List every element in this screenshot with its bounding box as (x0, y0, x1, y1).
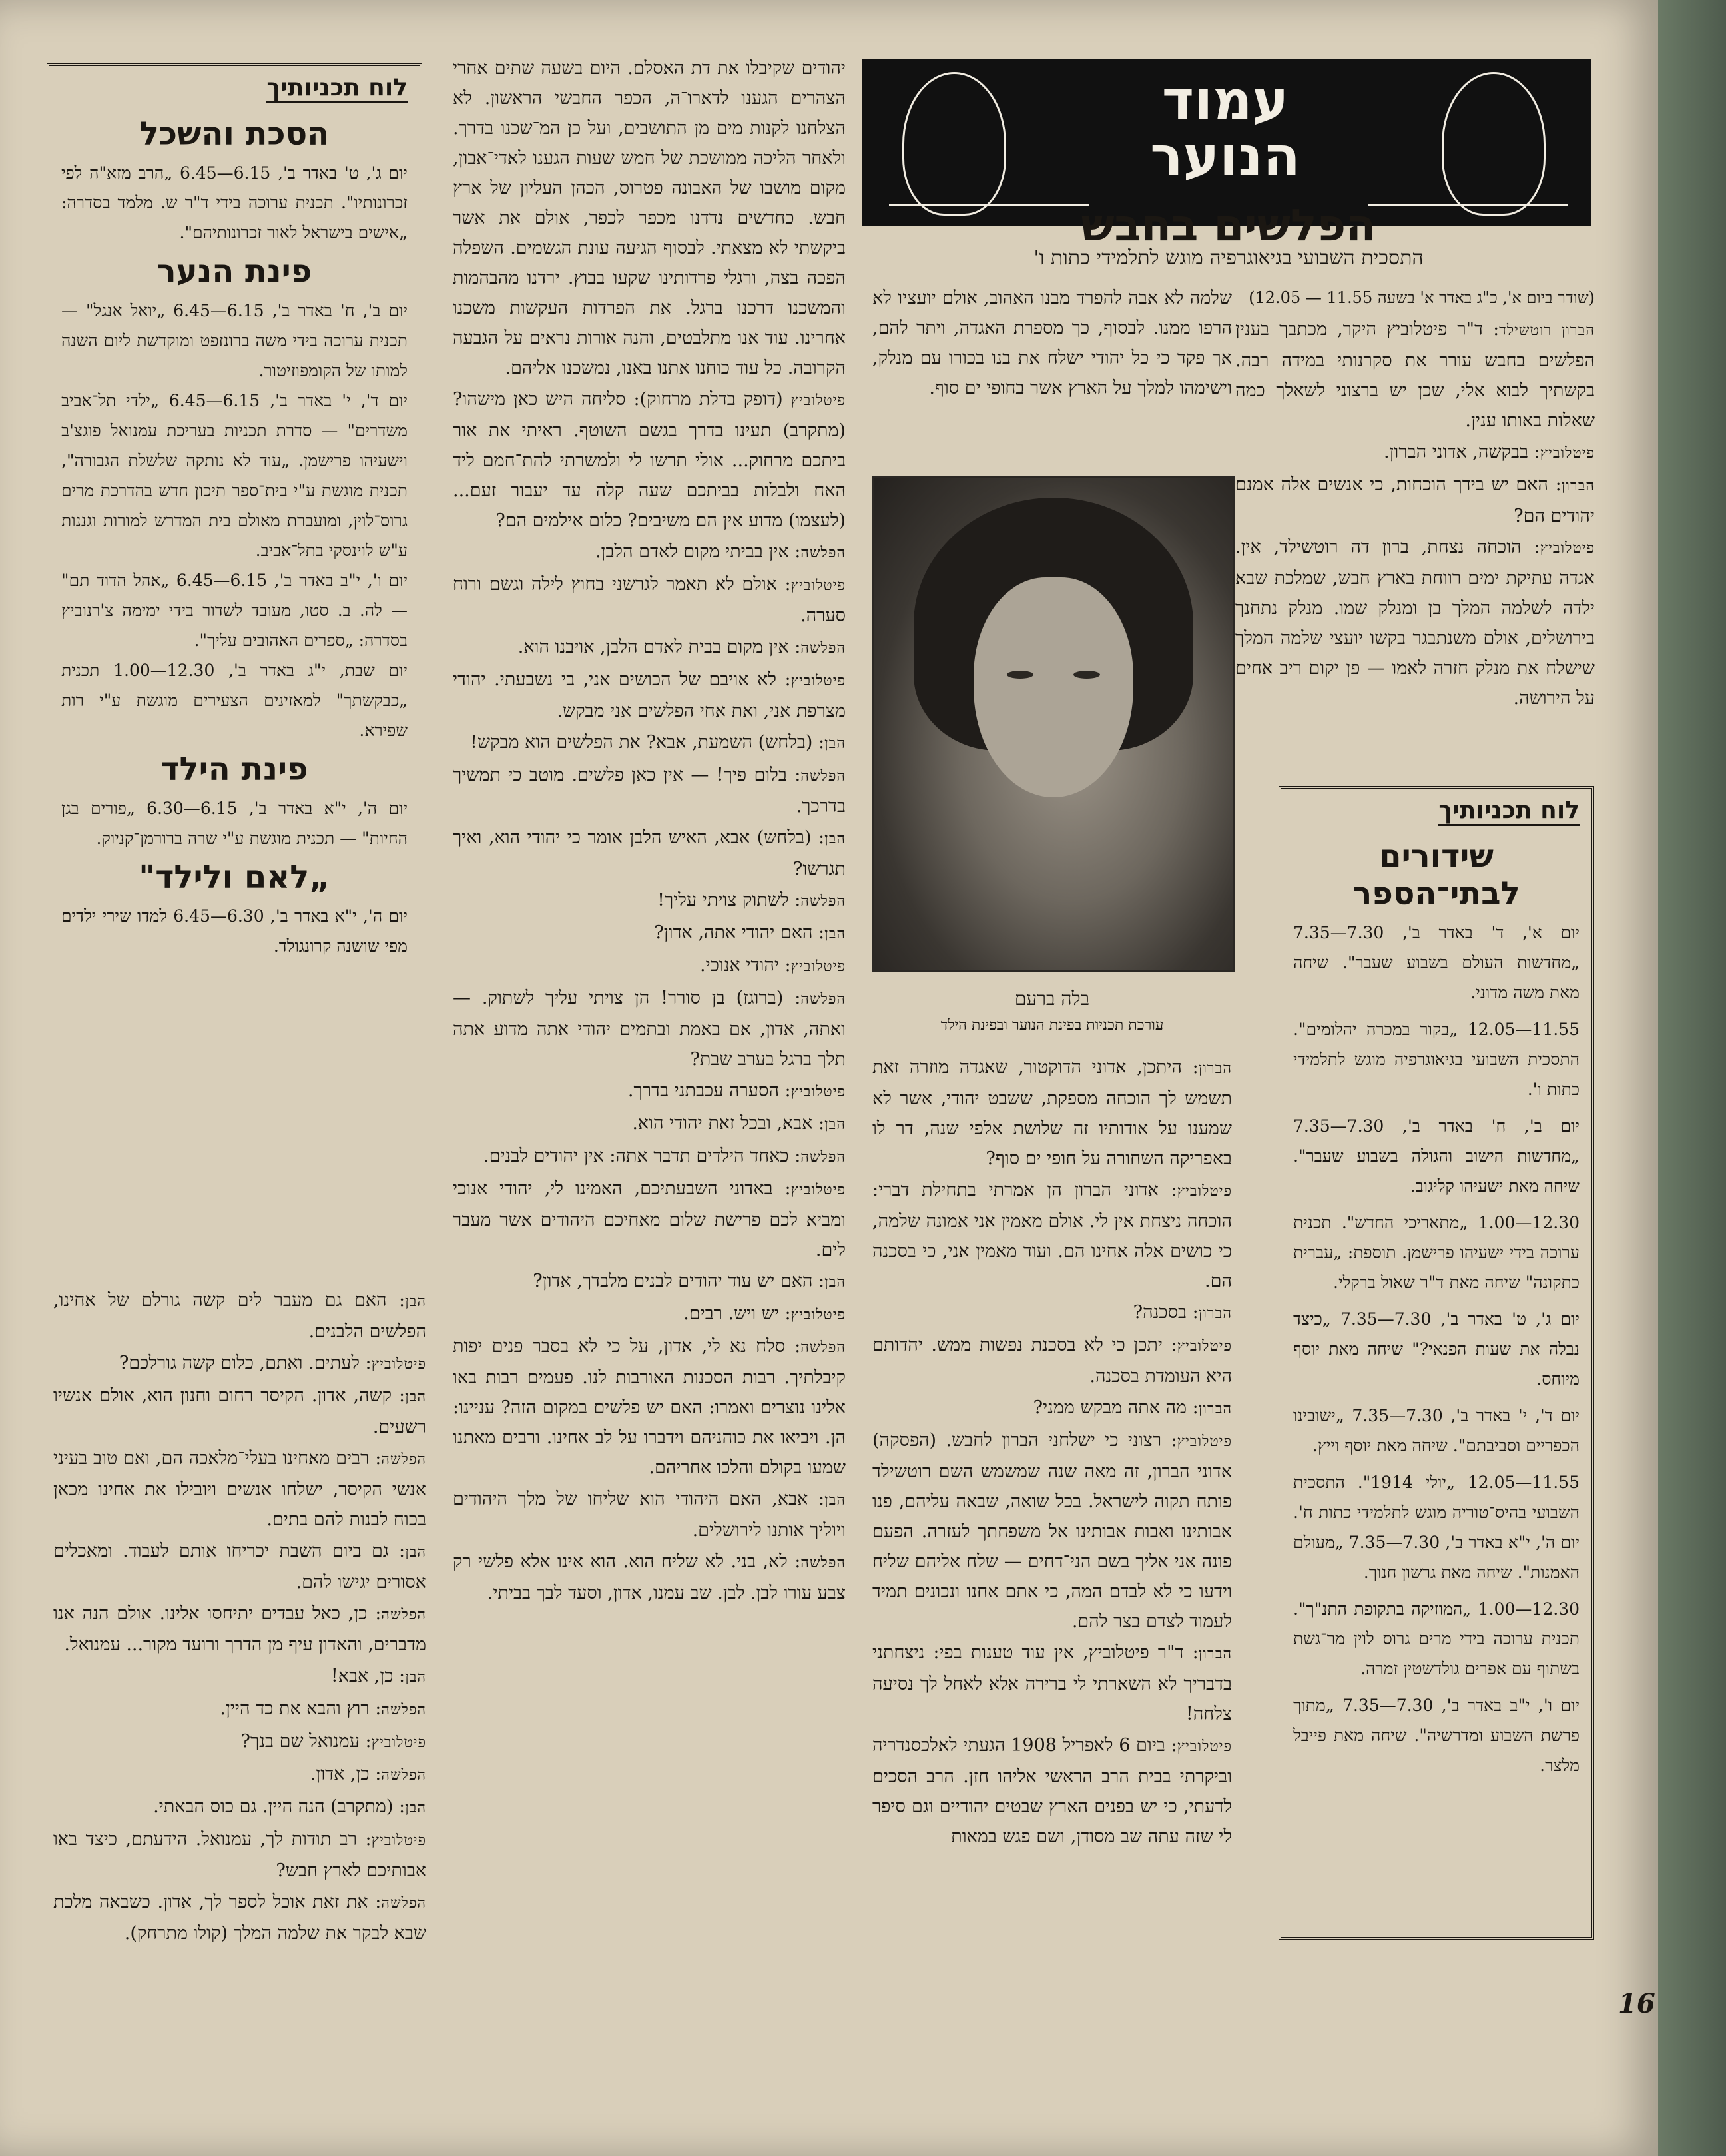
speaker-label: הפלשה (800, 545, 846, 561)
box-heading: שידורים לבתי־הספר (1352, 838, 1520, 912)
dialogue-line (453, 53, 846, 383)
dialogue-text: : האם יש עוד יהודים לבנים מלבדך, אדון? (533, 1271, 825, 1291)
dialogue-text: : מה אתה מבקש ממני? (1033, 1397, 1199, 1418)
speaker-label: פיטלוביץ (371, 1356, 426, 1373)
speaker-label: הפלשה (800, 640, 846, 657)
schedule-item: יום ד', י' באדר ב', 7.30—7.35 „ישובינו הכפריים וסביבתם". שיחה מאת יוסף וייץ. (1293, 1406, 1580, 1455)
dialogue-text: : אבא, ובכל זאת יהודי הוא. (632, 1113, 825, 1134)
dialogue-text: : גם ביום השבת יכריחו אותם לעבוד. ומאכלים אסורים יגישו להם. (53, 1541, 426, 1593)
speaker-label: הבן (824, 831, 846, 847)
dialogue-text: : הסערה עכבתני בדרך. (627, 1080, 791, 1101)
speaker-label: הפלשה (381, 1702, 426, 1718)
speaker-label: פיטלוביץ (371, 1734, 426, 1751)
caption-role: עורכת תכניות בפינת הנוער ובפינת הילד (940, 1017, 1164, 1034)
dialogue-line (453, 665, 846, 726)
speaker-label: הבן (405, 1293, 426, 1310)
article-column-right (1235, 283, 1595, 715)
speaker-label: הבן (405, 1669, 426, 1686)
dialogue-text: : בלום פיך! — אין כאן פלשים. מוטב כי תמשיך בדרכך. (453, 765, 846, 817)
dialogue-line (872, 1297, 1232, 1329)
section-title: עמוד הנוער (1150, 69, 1300, 188)
paragraph: שלמה לא אבה להפרד מבנו האהוב, אולם יועציו לא הרפו ממנו. לבסוף, כך מספרת האגדה, ויתר להם, אך פקד כי כל יהודי ישלח את בנו בכורו עם מנלק, וישימהו למלך על הארץ אשר בחופי ים סוף. (872, 288, 1232, 398)
schedule-item: 11.55—12.05 „יולי 1914". התסכית השבועי בהיס־טוריה מוגש לתלמידי כתות ח'. יום ה', י"א באדר ב', 7.30—7.35 „מעולם האמנות". שיחה מאת גרשון חנוך. (1293, 1473, 1580, 1582)
schedule-item: יום ו', י"ב באדר ב', 6.15—6.45 „אהל הדוד תם" — לה. ב. סטו, מעובד לשדור בידי ימימה צ'רנוביץ בסדרה: „ספרים האהובים עליך". (61, 571, 408, 650)
schedule-item: יום ג', ט' באדר ב', 6.15—6.45 „הרב מזא"ה לפי זכרונותיו". תכנית ערוכה בידי ד"ר ש. מלמד בסדרה: „אישים בישראל לאור זכרונותיהם". (61, 163, 408, 242)
dialogue-text: : את זאת אוכל לספר לך, אדון. כשבאה מלכת שבא לבקר את שלמה המלך (קולו מתרחק). (53, 1892, 426, 1944)
article-subhead: התסכית השבועי בגיאוגרפיה מוגש לתלמידי כתות ו' (1033, 246, 1424, 270)
speaker-label: הפלשה (800, 768, 846, 785)
dialogue-line (453, 983, 846, 1074)
dialogue-text: : באדוני השבעתיכם, האמינו לי, יהודי אנוכי ומביא לכם פרישת שלום מאחיכם היהודים אשר מעבר לים. (453, 1178, 846, 1260)
dialogue-text: : יש ויש. רבים. (683, 1303, 791, 1324)
speaker-label: הברון רוטשילד (1499, 322, 1595, 339)
dialogue-line (453, 918, 846, 949)
dialogue-line (453, 1266, 846, 1297)
dialogue-text: : לעתים. ואתם, כלום קשה גורלכם? (119, 1353, 372, 1373)
speaker-label: הפלשה (800, 893, 846, 910)
schedule-item: יום ו', י"ב באדר ב', 7.30—7.35 „מתוך פרשת השבוע ומדרשיה". שיחה מאת פייבל מלצר. (1293, 1696, 1580, 1775)
dialogue-line (453, 1331, 846, 1483)
dialogue-line (453, 760, 846, 821)
dialogue-line (872, 1638, 1232, 1729)
speaker-label: פיטלוביץ (1177, 1738, 1232, 1755)
speaker-label: הבן (824, 926, 846, 942)
dialogue-text: : כן, אבא! (330, 1666, 406, 1686)
dialogue-text: : ביום 6 לאפריל 1908 הגעתי לאלכסנדריה וביקרתי בבית הרב הראשי אליהו חזן. הרב הסכים לדעתי, כי יש בפנים הארץ שבטים יהודיים וגם סיפר לי שזה עתה שב מסודן, ושם פגש במאות (872, 1735, 1232, 1847)
dialogue-line (53, 1661, 426, 1692)
dialogue-text: : ד"ר פיטלוביץ, אין עוד טענות בפי: ניצחתני בדבריך לא השארתי לי ברירה אלא לאחל לך נסיעה צלחה! (872, 1642, 1232, 1724)
dialogue-line (1235, 470, 1595, 531)
schedule-item: יום ה', י"א באדר ב', 6.15—6.30 „פורים בגן החיות" — תכנית מוגשת ע"י שרה ברורמן־קניוק. (61, 799, 408, 848)
dialogue-text: : רבים מאחינו בעלי־מלאכה הם, ואם טוב בעיני אנשי הקיסר, ישלחו אנשים ויובילו את אחינו מכאן בכוח לבנות להם בתים. (53, 1448, 426, 1530)
dialogue-line (1235, 437, 1595, 468)
dialogue-line (453, 569, 846, 631)
dialogue-text: : האם גם מעבר לים קשה גורלם של אחינו, הפלשים הלבנים. (53, 1290, 426, 1342)
dialogue-text: יהודים שקיבלו את דת האסלם. היום בשעה שתים אחרי הצהרים הגענו לדארו־ה, הכפר החבשי הראשון. לא הצלחנו לקנות מים מן התושבים, ועל כן המ־שכנו בדרך. ולאחר הליכה ממושכת של חמש שעות הגענו לאדי־אבון, מקום מושבו של האבונה פטרוס, הכהן העליון של ארץ חבש. כחדשים נדדנו מכפר לכפר, אולם את אשר ביקשתי לא מצאתי. לבסוף הגיעה עונת הגשמים. השפלה הפכה בצה, ורגלי פרדותינו שקעו בבוץ. ירדנו מהבהמות והמשכנו דרכנו ברגל. את הפרדות העקשות משכנו אחרינו. עוד אנו מתלבטים, והנה אורות נראים על הגבעה הקרובה. כל עוד כוחנו אתנו באנו, נמשכנו אליהם. (453, 58, 846, 378)
speaker-label: הפלשה (381, 1895, 426, 1912)
dialogue-text: : סלח נא לי, אדון, על כי לא בסבר פנים יפות קיבלתיך. רבות הסכנות האורבות לנו. פעמים רבות באו אלינו נוצרים ואמרו: האם יש פלשים במקום הזה? עניינו: הן. ויביאו את כוהניהם וידברו על לב אחינו. ורבים מאתנו שמעו בקולם והלכו אחריהם. (453, 1336, 846, 1478)
speaker-label: הברון (1198, 1060, 1232, 1077)
box-title: לוח תכניותיך (266, 74, 408, 103)
speaker-label: הפלשה (800, 991, 846, 1008)
dialogue-text: : ד"ר פיטלוביץ היקר, מכתבך בענין הפלשים בחבש עורר את סקרנותי במידה רבה. בקשתיך לבוא אלי, שכן יש ברצוני לשאלך כמה שאלות באותו ענין. (1235, 319, 1595, 431)
speaker-label: הברון (1198, 1646, 1232, 1662)
dialogue-line (453, 1108, 846, 1140)
girl-illustration-icon (902, 72, 1006, 216)
article-column-left-bottom (53, 1285, 426, 1950)
schedule-item: יום ה', י"א באדר ב', 6.30—6.45 למדו שירי ילדים מפי שושנה קרונגולד. (61, 906, 408, 956)
dialogue-text: : עמנואל שם בנך? (240, 1731, 372, 1752)
dialogue-line (53, 1599, 426, 1660)
schedule-box-schools (1279, 786, 1594, 1940)
speaker-label: הבן (824, 1274, 846, 1291)
author-photo (872, 476, 1235, 972)
binder-edge (1658, 0, 1726, 2156)
section-heading: פינת הנער (156, 253, 312, 290)
dialogue-text: : (בלחש) השמעת, אבא? את הפלשים הוא מבקש! (470, 732, 825, 753)
dialogue-line (53, 1759, 426, 1790)
dialogue-text: : כן, אדון. (310, 1764, 382, 1784)
dialogue-line (453, 1484, 846, 1545)
dialogue-line (453, 885, 846, 916)
speaker-label: פיטלוביץ (790, 673, 846, 689)
section-heading: „לאם ולילד" (139, 859, 330, 896)
article-column-middle-bottom (872, 1052, 1232, 1853)
dialogue-line (53, 1536, 426, 1597)
dialogue-text: : אולם לא תאמר לגרשני בחוץ לילה וגשם ורוח סערה. (453, 574, 846, 626)
schedule-box-left (47, 63, 422, 1283)
speaker-label: פיטלוביץ (790, 1307, 846, 1323)
dialogue-line (453, 727, 846, 759)
dialogue-line (453, 1141, 846, 1172)
dialogue-line (453, 950, 846, 982)
speaker-label: הבן (405, 1544, 426, 1561)
dialogue-line (872, 1425, 1232, 1636)
schedule-item: 12.30—1.00 „מתאריכי החדש". תכנית ערוכה בידי ישעיהו פרישמן. תוספת: „עברית כתקונה" שיחה מאת ד"ר שאול ברקלי. (1293, 1213, 1580, 1292)
dialogue-line (453, 823, 846, 884)
speaker-label: הפלשה (800, 1339, 846, 1356)
speaker-label: פיטלוביץ (1540, 445, 1595, 462)
dialogue-text: : בסכנה? (1133, 1302, 1199, 1323)
dialogue-text: : בבקשה, אדוני הברון. (1383, 442, 1540, 462)
dialogue-line (453, 1076, 846, 1107)
speaker-label: פיטלוביץ (790, 392, 846, 409)
schedule-item: יום ג', ט' באדר ב', 7.30—7.35 „כיצד נבלה את שעות הפנאי?" שיחה מאת יוסף מיוחס. (1293, 1309, 1580, 1389)
speaker-label: הפלשה (381, 1767, 426, 1784)
article-column-center (453, 53, 846, 1609)
caption-name: בלה ברעם (1014, 988, 1090, 1010)
speaker-label: פיטלוביץ (790, 958, 846, 975)
dialogue-line (872, 1175, 1232, 1296)
page-number: 16 (1618, 1988, 1655, 2019)
dialogue-list-center (453, 53, 846, 1608)
schedule-item: יום ב', ח' באדר ב', 7.30—7.35 „מחדשות הישוב והגולה בשבוע שעבר". שיחה מאת ישעיהו קליגוב. (1293, 1116, 1580, 1196)
dialogue-line (872, 1393, 1232, 1424)
dialogue-text: : אבא, האם היהודי הוא שליחו של מלך היהודים ויוליך אותנו לירושלים. (453, 1489, 846, 1541)
dialogue-list-right (1235, 314, 1595, 713)
dialogue-text: : לשתוק צויתי עליך! (657, 890, 801, 910)
dialogue-text: : אין מקום בבית לאדם הלבן, אויבנו הוא. (517, 637, 801, 657)
dialogue-text: : אין בביתי מקום לאדם הלבן. (595, 541, 801, 562)
speaker-label: פיטלוביץ (371, 1832, 426, 1849)
dialogue-text: : אדוני הברון הן אמרתי בתחילת דברי: הוכחה ניצחת אין לי. אולם מאמין אני אמונה שלמה, כי כושים אלה אחינו הם. ועוד מאמין אני, כי בסכנה הם. (872, 1180, 1232, 1291)
dialogue-line (872, 1330, 1232, 1391)
schedule-sections (61, 115, 408, 961)
speaker-label: הפלשה (381, 1451, 426, 1468)
dialogue-line (53, 1348, 426, 1379)
schedule-item: יום ב', ח' באדר ב', 6.15—6.45 „יואל אנגל" — תכנית ערוכה בידי משה ברונזפט ומוקדשת ליום השנה למותו של הקומפוזיטור. (61, 301, 408, 380)
dialogue-line (1235, 314, 1595, 436)
boy-illustration-icon (1442, 72, 1546, 216)
dialogue-text: : הוכחה נצחת, ברון דה רוטשילד, אין. אגדה עתיקת ימים רווחת בארץ חבש, שמלכת שבא ילדה לשלמה המלך בן ומנלק שמו. מנלק נתחנך בירושלים, אולם משנתבגר בקשו יועצי שלמה המלך שישלח את מנלק חזרה לאמו — פן יקום ריב אחים על הירושה. (1235, 537, 1595, 709)
dialogue-line (453, 632, 846, 663)
speaker-label: הבן (824, 1116, 846, 1133)
dialogue-text: : (מתקרב) הנה היין. גם כוס הבאתי. (153, 1796, 406, 1817)
speaker-label: הברון (1198, 1305, 1232, 1322)
speaker-label: הפלשה (800, 1555, 846, 1571)
dialogue-line (53, 1726, 426, 1758)
dialogue-line (453, 1174, 846, 1265)
dialogue-line (453, 537, 846, 568)
speaker-label: הברון (1198, 1401, 1232, 1417)
speaker-label: פיטלוביץ (1540, 540, 1595, 557)
dialogue-line (872, 1052, 1232, 1174)
photo-caption (872, 986, 1232, 1039)
dialogue-text: : כאחד הילדים תדבר אתה: אין יהודים לבנים. (483, 1146, 801, 1166)
dialogue-text: : (בלחש) אבא, האיש הלבן אומר כי יהודי הוא, ואיך תגרשו? (453, 827, 846, 879)
dialogue-line (453, 1547, 846, 1608)
dialogue-line (1235, 532, 1595, 713)
dialogue-line (53, 1824, 426, 1886)
dialogue-line (53, 1887, 426, 1948)
dialogue-text: : רצוני כי ישלחני הברון לחבש. (הפסקה) אדוני הברון, זה מאה שנה שמשמש השם רוטשילד פותח תקוה לישראל. בכל שואה, שבאה עליהם, פנו אבותינו ואבות אבותינו אל משפחתך לעזרה. הפעם פונה אני אליך בשם הני־דחים — שלח אליהם שליח וידעו כי לא לבדם המה, כי אתם אחנו ונכונים תמיד לעמוד לצדם בצר להם. (872, 1430, 1232, 1632)
speaker-label: הפלשה (381, 1607, 426, 1623)
broadcast-info: (שודר ביום א', כ"ג באדר א' בשעה 11.55 — 12.05) (1249, 288, 1595, 307)
dialogue-text: : רב תודות לך, עמנואל. הידעתם, כיצד באו אבותיכם לארץ חבש? (53, 1829, 426, 1881)
dialogue-text: : האם יהודי אתה, אדון? (654, 922, 825, 943)
speaker-label: הבן (824, 1492, 846, 1509)
schedule-item: יום שבת, י"ג באדר ב', 12.30—1.00 תכנית „כבקשתך" למאזינים הצעירים מוגשת ע"י רות שפירא. (61, 661, 408, 740)
speaker-label: פיטלוביץ (790, 1182, 846, 1198)
dialogue-line (453, 384, 846, 536)
dialogue-text: : כן, כאל עבדים יתיחסו אלינו. אולם הנה אנו מדברים, והאדון עיף מן הדרך ורועד מקור... עמנואל. (53, 1603, 426, 1655)
dialogue-line (53, 1285, 426, 1347)
dialogue-text: : רוץ והבא את כד היין. (220, 1698, 382, 1719)
dialogue-list-left (53, 1285, 426, 1948)
dialogue-line (53, 1694, 426, 1725)
box-title: לוח תכניותיך (1438, 797, 1580, 826)
speaker-label: הפלשה (800, 1149, 846, 1166)
section-heading: הסכת והשכל (139, 115, 330, 153)
dialogue-list-middle (872, 1052, 1232, 1852)
schedule-item: יום א', ד' באדר ב', 7.30—7.35 „מחדשות העולם בשבוע שעבר". שיחה מאת משה מדוני. (1293, 923, 1580, 1002)
speaker-label: פיטלוביץ (790, 577, 846, 594)
dialogue-text: : (ברוגז) בן סורר! הן צויתי עליך לשתוק. — ואתה, אדון, אם באמת ובתמים יהודי אתה מדוע אתה תלך ברגל בערב שבת? (453, 988, 846, 1070)
dialogue-text: : יהודי אנוכי. (700, 955, 791, 976)
schedule-item: יום ד', י' באדר ב', 6.15—6.45 „ילדי תל־אביב משדרים" — סדרת תכניות בעריכת עמנואל פוגצ'ב וישעיהו פרישמן. „עוד לא נותקה שלשלת הגבורה", תכנית מוגשת ע"י בית־ספר תיכון חדש בהדרכת מרים גרוס־לוין, ומועברת מאולם בית המדרש למורות וגננות ע"ש לוינסקי בתל־אביב. (61, 391, 408, 560)
dialogue-line (53, 1381, 426, 1442)
speaker-label: פיטלוביץ (1177, 1433, 1232, 1450)
speaker-label: הבן (824, 735, 846, 752)
schedule-list (1293, 918, 1580, 1780)
dialogue-line (453, 1299, 846, 1330)
speaker-label: הבן (405, 1389, 426, 1405)
section-heading: פינת הילד (160, 751, 308, 788)
speaker-label: הברון (1561, 478, 1595, 494)
dialogue-line (53, 1792, 426, 1823)
dialogue-line (53, 1443, 426, 1535)
article-headline: הפלשים בחבש (1081, 200, 1376, 251)
speaker-label: פיטלוביץ (790, 1084, 846, 1100)
dialogue-text: : יתכן כי לא בסכנת נפשות ממש. יהדותם היא העומדת בסכנה. (872, 1335, 1232, 1387)
speaker-label: פיטלוביץ (1177, 1338, 1232, 1355)
article-column-middle-top (872, 283, 1232, 404)
schedule-item: 12.30—1.00 „המוזיקה בתקופת התנ"ך". תכנית ערוכה בידי מרים גרוס לוין מר־גשת בשתוף עם אפרים גולדשטין זמרה. (1293, 1599, 1580, 1678)
dialogue-text: : לא, בני. לא שליח הוא. הוא אינו אלא פלשי רק צבע עורו לבן. לבן. שב עמנו, אדון, וסעד לבך בביתי. (453, 1551, 846, 1603)
dialogue-text: : האם יש בידך הוכחות, כי אנשים אלה אמנם יהודים הם? (1235, 474, 1595, 526)
dialogue-text: (דופק בדלת מרחוק): סליחה היש כאן מישהו? (מתקרב) תעינו בדרך בגשם השוטף. ראיתי את אור ביתכם מרחוק... אולי תרשו לי ולמשרתי להת־חמם ליד האח ולבלות בביתכם שעה קלה עד יעבור זעם... (לעצמו) מדוע אין הם משיבים? כלום אילמים הם? (453, 389, 846, 531)
dialogue-text: : לא אויבם של הכושים אני, בי נשבעתי. יהודי מצרפת אני, ואת אחי הפלשים אני מבקש. (453, 669, 846, 721)
speaker-label: פיטלוביץ (1177, 1183, 1232, 1200)
dialogue-text: : היתכן, אדוני הדוקטור, שאגדה מוזרה זאת תשמש לך הוכחה מספקת, ששבט יהודי, אשר לא שמענו על אודותיו זה שלושת אלפי שנה, דר לו באפריקה השחורה על חופי ים סוף? (872, 1057, 1232, 1169)
speaker-label: הבן (405, 1800, 426, 1816)
dialogue-line (872, 1730, 1232, 1852)
schedule-item: 11.55—12.05 „בקור במכרה יהלומים". התסכית השבועי בגיאוגרפיה מוגש לתלמידי כתות ו'. (1293, 1020, 1580, 1099)
dialogue-text: : קשה, אדון. הקיסר רחום וחנון הוא, אולם אנשיו רשעים. (53, 1385, 426, 1437)
